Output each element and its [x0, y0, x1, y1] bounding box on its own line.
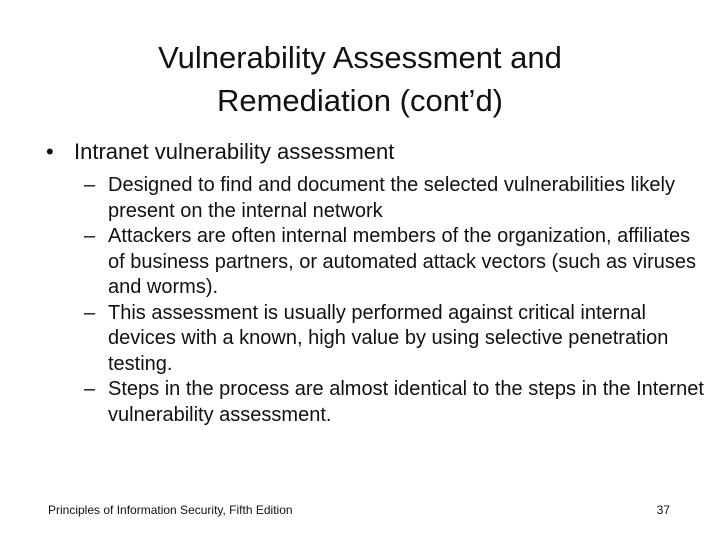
- slide-title-line-2: Remediation (cont’d): [216, 83, 504, 118]
- sub-bullet-item: [84, 224, 706, 301]
- sub-bullet-marker: –: [84, 225, 96, 247]
- sub-bullet-item: [84, 301, 706, 378]
- sub-bullet-list: [84, 173, 706, 428]
- sub-bullet-text: This assessment is usually performed against critical internal devices with a known, high value by using selective penetration testing.: [108, 301, 669, 375]
- sub-bullet-marker: –: [84, 301, 96, 324]
- footer-book-title: Principles of Information Security, Fifth Edition: [48, 503, 293, 517]
- sub-bullet-item: [84, 173, 706, 224]
- footer-page-number: 37: [656, 503, 670, 517]
- sub-bullet-marker: –: [84, 378, 96, 400]
- slide-title-line-1: Vulnerability Assessment and: [158, 40, 562, 75]
- slide-title: [60, 36, 660, 122]
- bullet-text: Intranet vulnerability assessment: [74, 139, 395, 164]
- bullet-marker: •: [46, 139, 54, 164]
- slide-content: [46, 137, 706, 428]
- bullet-item: [46, 137, 706, 167]
- sub-bullet-item: [84, 377, 706, 428]
- sub-bullet-text: Designed to find and document the selected vulnerabilities likely present on the internal network: [108, 174, 676, 222]
- sub-bullet-text: Attackers are often internal members of the organization, affiliates of business partners, or automated attack vectors (such as viruses and worms).: [108, 225, 697, 298]
- sub-bullet-marker: –: [84, 174, 96, 196]
- sub-bullet-text: Steps in the process are almost identical to the steps in the Internet vulnerability assessment.: [108, 378, 704, 426]
